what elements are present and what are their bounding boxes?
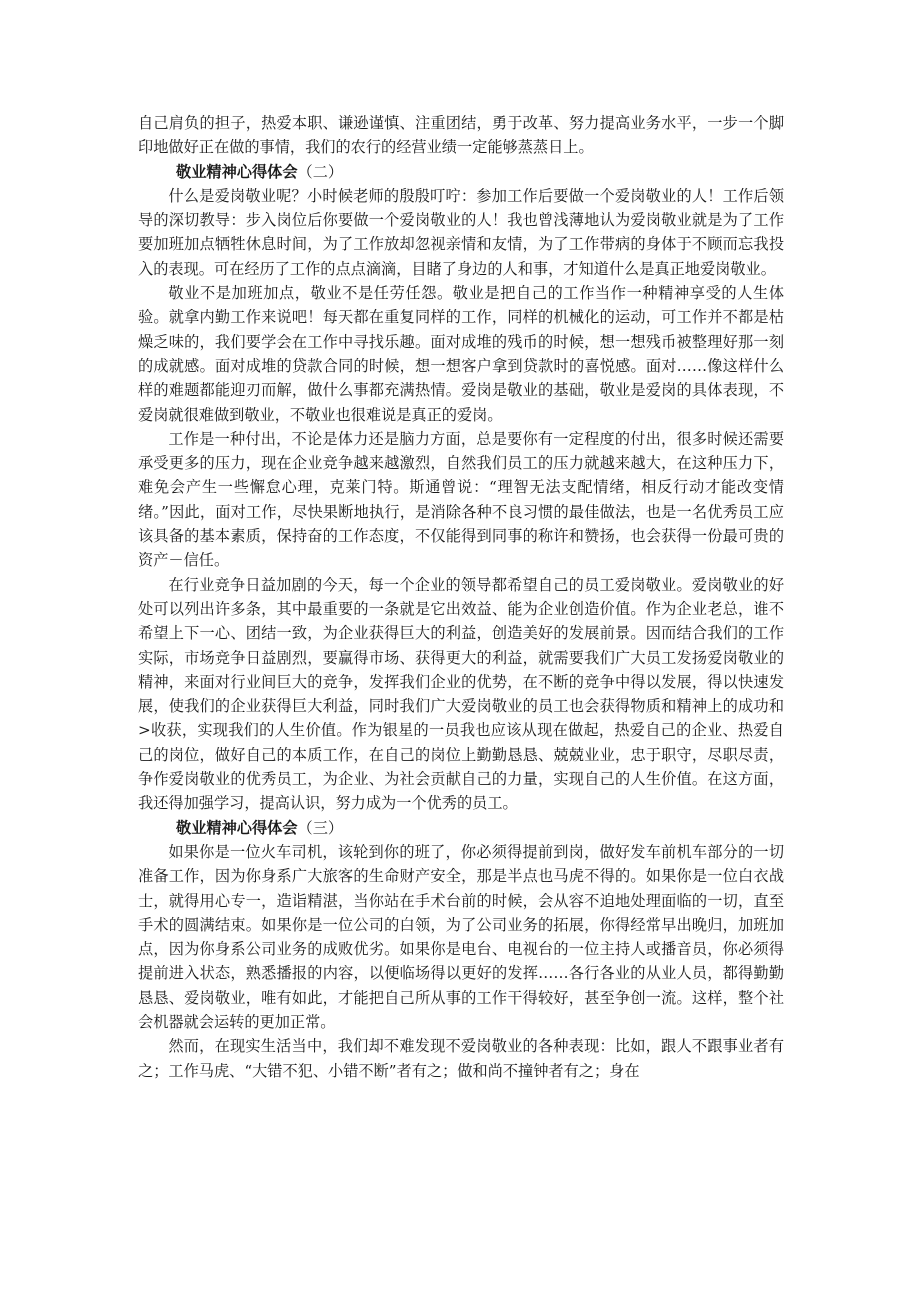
section-heading-3 — [138, 816, 784, 840]
section-heading-2 — [138, 160, 784, 184]
paragraph: 敬业不是加班加点，敬业不是任劳任怨。敬业是把自己的工作当作一种精神享受的人生体验。就拿内勤工作来说吧！每天都在重复同样的工作，同样的机械化的运动，可工作并不都是枯燥乏味的，我们要学会在工作中寻找乐趣。面对成堆的残币的时候，想一想残币被整理好那一刻的成就感。面对成堆的贷款合同的时候，想一想客户拿到贷款时的喜悦感。面对……像这样什么样的难题都能迎刃而解，做什么事都充满热情。爱岗是敬业的基础，敬业是爱岗的具体表现，不爱岗就很难做到敬业，不敬业也很难说是真正的爱岗。 — [138, 284, 784, 424]
section-number: （三） — [297, 818, 344, 837]
paragraph: 在行业竞争日益加剧的今天，每一个企业的领导都希望自己的员工爱岗敬业。爱岗敬业的好处可以列出许多条，其中最重要的一条就是它出效益、能为企业创造价值。作为企业老总，谁不希望上下一心、团结一致，为企业获得巨大的利益，创造美好的发展前景。因而结合我们的工作实际，市场竞争日益剧烈，要赢得市场、获得更大的利益，就需要我们广大员工发扬爱岗敬业的精神，来面对行业间巨大的竞争，发挥我们企业的优势，在不断的竞争中得以发展，得以快速发展，使我们的企业获得巨大利益，同时我们广大爱岗敬业的员工也会获得物质和精神上的成功和>收获，实现我们的人生价值。作为银星的一员我也应该从现在做起，热爱自己的企业、热爱自己的岗位，做好自己的本质工作，在自己的岗位上勤勤恳恳、兢兢业业，忠于职守，尽职尽责，争作爱岗敬业的优秀员工，为企业、为社会贡献自己的力量，实现自己的人生价值。在这方面，我还得加强学习，提高认识，努力成为一个优秀的员工。 — [138, 575, 784, 813]
section-number: （二） — [297, 162, 344, 181]
section-title: 敬业精神心得体会 — [176, 162, 298, 181]
document-body — [138, 111, 784, 1083]
paragraph: 什么是爱岗敬业呢？小时候老师的殷殷叮咛：参加工作后要做一个爱岗敬业的人！工作后领导的深切教导：步入岗位后你要做一个爱岗敬业的人！我也曾浅薄地认为爱岗敬业就是为了工作要加班加点牺牲休息时间，为了工作放却忽视亲情和友情，为了工作带病的身体于不顾而忘我投入的表现。可在经历了工作的点点滴滴，目睹了身边的人和事，才知道什么是真正地爱岗敬业。 — [138, 186, 784, 278]
paragraph: 工作是一种付出，不论是体力还是脑力方面，总是要你有一定程度的付出，很多时候还需要承受更多的压力，现在企业竞争越来越激烈，自然我们员工的压力就越来越大，在这种压力下，难免会产生一些懈怠心理，克莱门特。斯通曾说：“理智无法支配情绪，相反行动才能改变情绪。”因此，面对工作，尽快果断地执行，是消除各种不良习惯的最佳做法，也是一名优秀员工应该具备的基本素质，保持奋的工作态度，不仅能得到同事的称许和赞扬，也会获得一份最可贵的资产－信任。 — [138, 429, 784, 570]
paragraph: 如果你是一位火车司机，该轮到你的班了，你必须得提前到岗，做好发车前机车部分的一切准备工作，因为你身系广大旅客的生命财产安全，那是半点也马虎不得的。如果你是一位白衣战士，就得用心专一，造诣精湛，当你站在手术台前的时候，会从容不迫地处理面临的一切，直至手术的圆满结束。如果你是一位公司的白领，为了公司业务的拓展，你得经常早出晚归，加班加点，因为你身系公司业务的成败优劣。如果你是电台、电视台的一位主持人或播音员，你必须得提前进入状态，熟悉播报的内容，以便临场得以更好的发挥……各行各业的从业人员，都得勤勤恳恳、爱岗敬业，唯有如此，才能把自己所从事的工作干得较好，甚至争创一流。这样，整个社会机器就会运转的更加正常。 — [138, 842, 784, 1031]
intro-paragraph: 自己肩负的担子，热爱本职、谦逊谨慎、注重团结，勇于改革、努力提高业务水平，一步一个脚印地做好正在做的事情，我们的农行的经营业绩一定能够蒸蒸日上。 — [138, 114, 784, 157]
paragraph: 然而，在现实生活当中，我们却不难发现不爱岗敬业的各种表现：比如，跟人不跟事业者有之；工作马虎、“大错不犯、小错不断”者有之；做和尚不撞钟者有之；身在 — [138, 1037, 784, 1080]
section-title: 敬业精神心得体会 — [176, 818, 298, 837]
